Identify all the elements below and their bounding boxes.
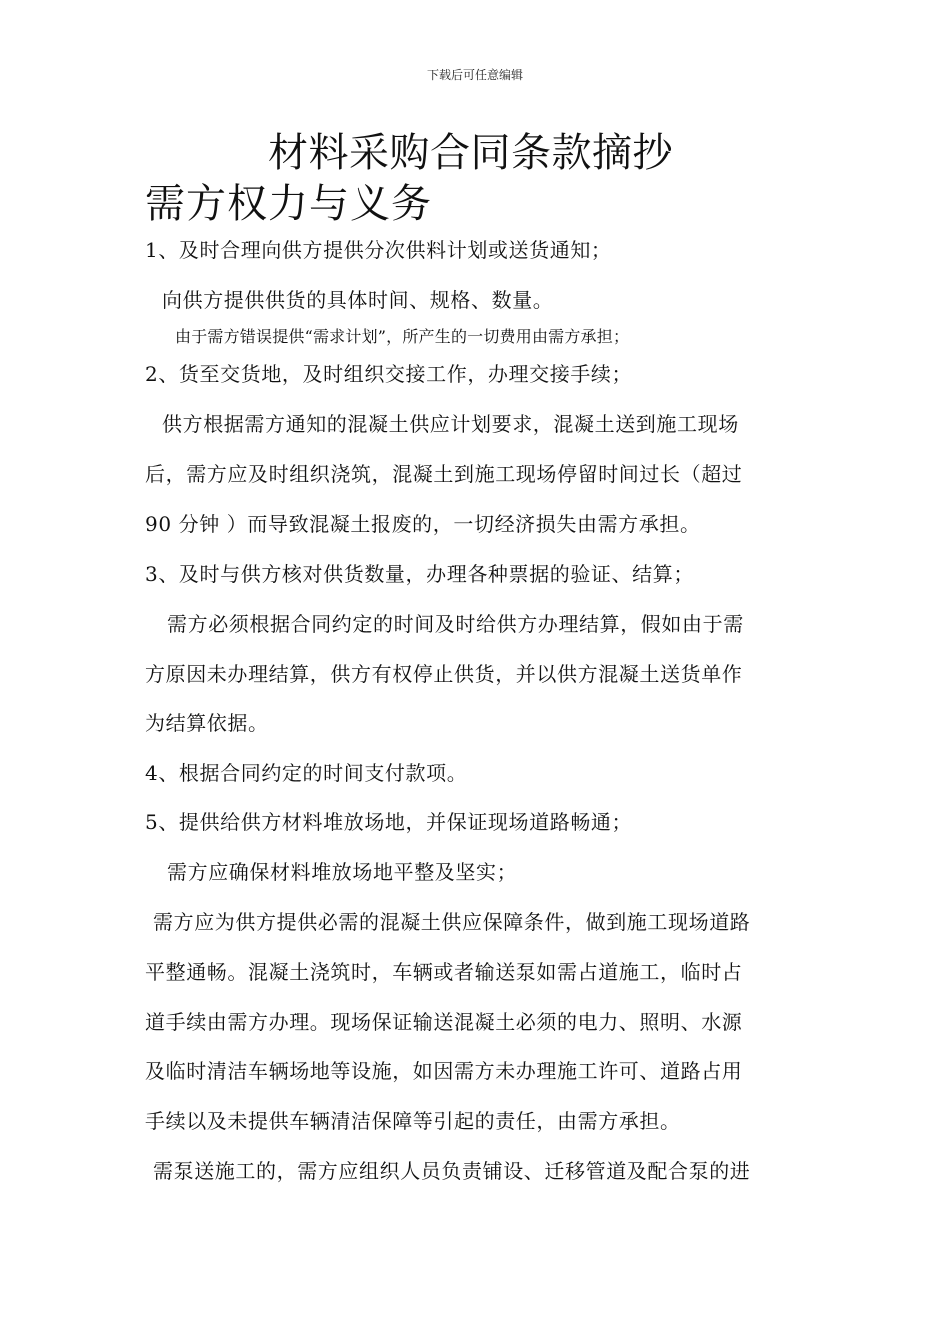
- clause-5-text-line: 道手续由需方办理。现场保证输送混凝土必须的电力、照明、水源: [145, 1010, 743, 1034]
- clause-3-text-line: 方原因未办理结算，供方有权停止供货，并以供方混凝土送货单作: [145, 662, 743, 686]
- clause-2: 2、货至交货地，及时组织交接工作，办理交接手续；: [145, 362, 633, 386]
- clause-3-text-line: 为结算依据。: [145, 711, 269, 735]
- clause-5-text-line: 平整通畅。混凝土浇筑时，车辆或者输送泵如需占道施工，临时占: [145, 960, 743, 984]
- clause-5-text-line: 及临时清洁车辆场地等设施，如因需方未办理施工许可、道路占用: [145, 1059, 743, 1083]
- header-note: 下载后可任意编辑: [426, 68, 523, 82]
- clause-2-text-line: 90 分钟 ）而导致混凝土报废的，一切经济损失由需方承担。: [145, 512, 701, 536]
- clause-2-text-line: 后，需方应及时组织浇筑，混凝土到施工现场停留时间过长（超过: [145, 462, 743, 486]
- clause-5-text-line: 需方应为供方提供必需的混凝土供应保障条件，做到施工现场道路: [153, 910, 751, 934]
- clause-1-detail: 向供方提供供货的具体时间、规格、数量。: [162, 288, 554, 312]
- clause-5-text-line: 需泵送施工的，需方应组织人员负责铺设、迁移管道及配合泵的进: [153, 1159, 751, 1183]
- document-title: 材料采购合同条款摘抄: [268, 130, 673, 176]
- clause-3-text-line: 需方必须根据合同约定的时间及时给供方办理结算，假如由于需: [167, 612, 744, 636]
- clause-5-text-line: 手续以及未提供车辆清洁保障等引起的责任，由需方承担。: [145, 1109, 681, 1133]
- section-heading: 需方权力与义务: [145, 181, 432, 227]
- clause-4: 4、根据合同约定的时间支付款项。: [145, 761, 468, 785]
- clause-1: 1、及时合理向供方提供分次供料计划或送货通知；: [145, 238, 612, 262]
- clause-1-note: 由于需方错误提供“需求计划”，所产生的一切费用由需方承担；: [175, 327, 630, 346]
- clause-5: 5、提供给供方材料堆放场地，并保证现场道路畅通；: [145, 810, 633, 834]
- clause-3: 3、及时与供方核对供货数量，办理各种票据的验证、结算；: [145, 562, 694, 586]
- clause-2-text-line: 供方根据需方通知的混凝土供应计划要求，混凝土送到施工现场: [162, 412, 739, 436]
- clause-5-detail: 需方应确保材料堆放场地平整及坚实；: [167, 860, 518, 884]
